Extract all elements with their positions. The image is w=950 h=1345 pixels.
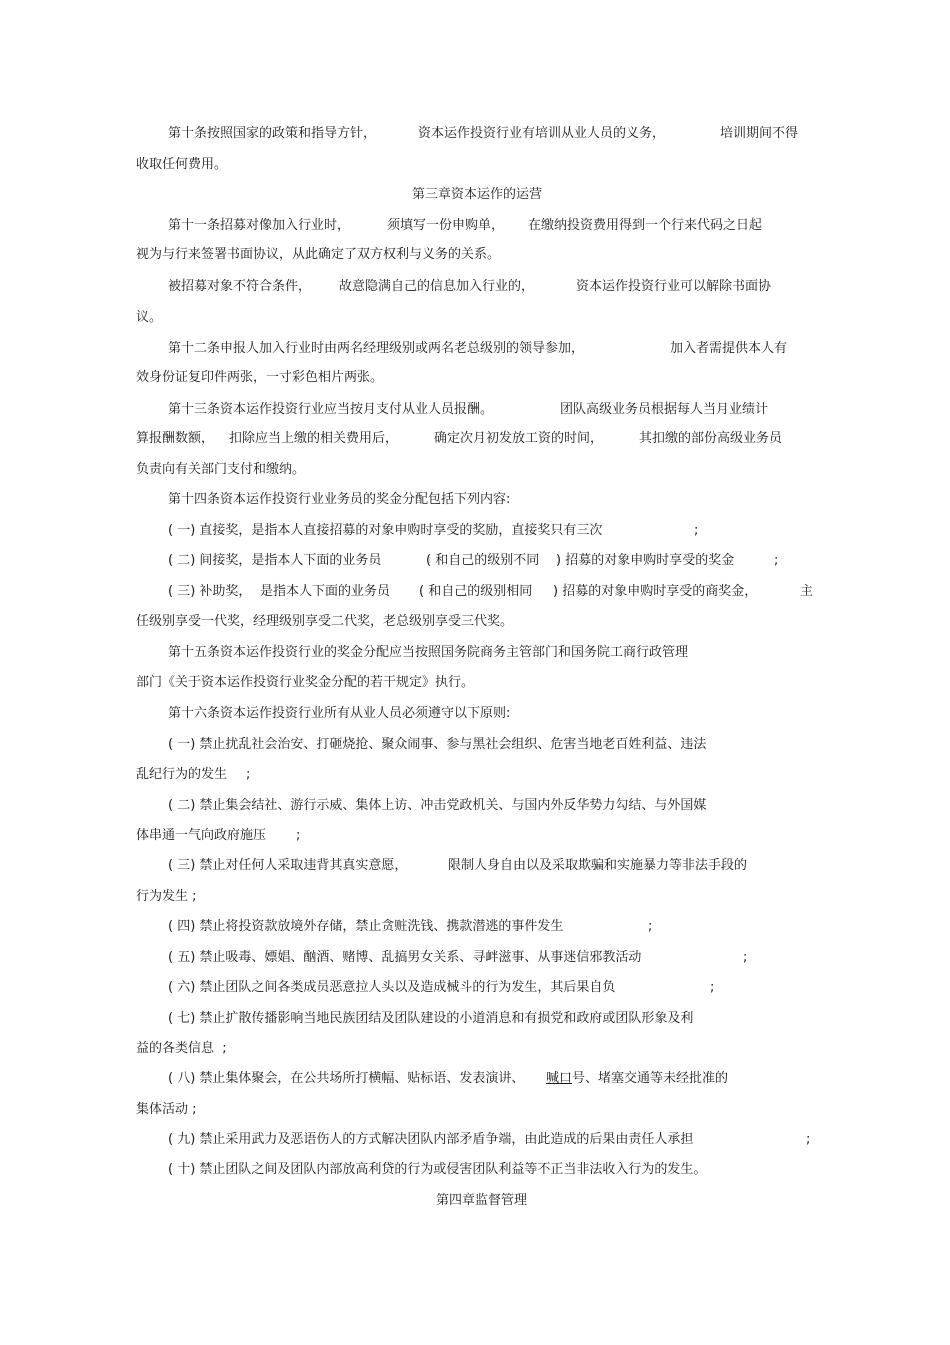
- article-14-item: 是指本人下面的业务员: [260, 584, 391, 599]
- article-14-item: 任级别享受一代奖，经理级别享受二代奖，老总级别享受三代奖。: [136, 614, 514, 629]
- article-14-item: ( 和自己的级别不同: [426, 553, 540, 568]
- article-16-rule: ( 七) 禁止扩散传播影响当地民族团结及团队建设的小道消息和有损党和政府或团队形象及利: [168, 1011, 694, 1026]
- article-12-text: 效身份证复印件两张，一寸彩色相片两张。: [136, 370, 384, 385]
- article-14-item: ( 一) 直接奖，是指本人直接招募的对象申购时享受的奖励，直接奖只有三次: [168, 523, 603, 538]
- article-13-text: 扣除应当上缴的相关费用后，: [229, 431, 399, 446]
- article-16-rule: 喊口: [546, 1071, 573, 1086]
- article-16-rule: ( 四) 禁止将投资款放境外存储，禁止贪赃洗钱、携款潜逃的事件发生: [168, 919, 564, 934]
- article-16-rule: ( 九) 禁止采用武力及恶语伤人的方式解决团队内部矛盾争端，由此造成的后果由责任人承担: [168, 1132, 694, 1147]
- article-14-item: ) 招募的对象申购时享受的商奖金，: [553, 584, 758, 599]
- article-16-rule: ( 二) 禁止集会结社、游行示威、集体上访、冲击党政机关、与国内外反华势力勾结、与外国媒: [168, 798, 707, 813]
- article-14-text: 第十四条资本运作投资行业业务员的奖金分配包括下列内容:: [168, 492, 511, 507]
- article-11-text: 故意隐满自己的信息加入行业的，: [339, 279, 535, 294]
- article-16-rule: 号、堵塞交通等未经批准的: [572, 1071, 729, 1086]
- article-14-item: ( 三) 补助奖，: [168, 584, 252, 599]
- article-11-text: 视为与行来签署书面协议，从此确定了双方权利与义务的关系。: [136, 247, 501, 262]
- article-16-rule: ;: [246, 767, 251, 782]
- article-16-rule: ;: [806, 1132, 811, 1147]
- article-14-item: ;: [694, 523, 699, 538]
- article-16-rule: ;: [743, 950, 748, 965]
- article-16-rule: ( 十) 禁止团队之间及团队内部放高利贷的行为或侵害团队利益等不正当非法收入行为的发生。: [168, 1162, 707, 1177]
- article-16-text: 第十六条资本运作投资行业所有从业人员必须遵守以下原则:: [168, 706, 511, 721]
- article-11-text: 被招募对象不符合条件，: [168, 279, 312, 294]
- article-16-rule: 限制人身自由以及采取欺骗和实施暴力等非法手段的: [448, 858, 748, 873]
- article-16-rule: 乱纪行为的发生: [136, 767, 228, 782]
- article-13-text: 负责向有关部门支付和缴纳。: [136, 462, 306, 477]
- article-16-rule: 益的各类信息 ;: [136, 1041, 227, 1056]
- article-16-rule: ;: [296, 828, 301, 843]
- article-13-text: 第十三条资本运作投资行业应当按月支付从业人员报酬。: [168, 402, 494, 417]
- article-16-rule: ( 三) 禁止对任何人采取违背其真实意愿，: [168, 858, 408, 873]
- article-12-text: 加入者需提供本人有: [670, 341, 788, 356]
- article-13-text: 团队高级业务员根据每人当月业绩计: [560, 402, 769, 417]
- article-16-rule: ( 六) 禁止团队之间各类成员恶意拉人头以及造成械斗的行为发生，其后果自负: [168, 980, 616, 995]
- article-13-text: 算报酬数额，: [136, 431, 215, 446]
- article-16-rule: 体串通一气向政府施压: [136, 828, 267, 843]
- article-11-text: 在缴纳投资费用得到一个行来代码之日起: [528, 218, 763, 233]
- article-12-text: 第十二条申报人加入行业时由两名经理级别或两名老总级别的领导参加，: [168, 341, 585, 356]
- article-16-rule: 集体活动 ;: [136, 1102, 197, 1117]
- article-15-text: 第十五条资本运作投资行业的奖金分配应当按照国务院商务主管部门和国务院工商行政管理: [168, 645, 689, 660]
- article-16-rule: ( 一) 禁止扰乱社会治安、打砸烧抢、聚众闹事、参与黑社会组织、危害当地老百姓利益、违法: [168, 737, 707, 752]
- article-16-rule: ( 八) 禁止集体聚会，在公共场所打横幅、贴标语、发表演讲、: [168, 1071, 525, 1086]
- article-10-text: 资本运作投资行业有培训从业人员的义务，: [418, 126, 666, 141]
- article-14-item: 主: [800, 584, 814, 599]
- article-16-rule: 行为发生 ;: [136, 889, 197, 904]
- article-14-item: ( 二) 间接奖，是指本人下面的业务员: [168, 553, 382, 568]
- article-16-rule: ;: [710, 980, 715, 995]
- chapter-4-title: 第四章监督管理: [436, 1193, 528, 1208]
- article-11-text: 第十一条招募对像加入行业时，: [168, 218, 351, 233]
- article-14-item: ) 招募的对象申购时享受的奖金: [556, 553, 735, 568]
- article-11-text: 须填写一份申购单，: [387, 218, 505, 233]
- article-10-text: 收取任何费用。: [136, 157, 228, 172]
- article-11-text: 议。: [136, 310, 163, 325]
- chapter-3-title: 第三章资本运作的运营: [412, 187, 543, 202]
- article-13-text: 确定次月初发放工资的时间，: [434, 431, 604, 446]
- article-10-text: 第十条按照国家的政策和指导方针，: [168, 126, 377, 141]
- article-16-rule: ;: [648, 919, 653, 934]
- article-15-text: 部门《关于资本运作投资行业奖金分配的若干规定》执行。: [136, 675, 475, 690]
- article-14-item: ;: [774, 553, 779, 568]
- article-14-item: ( 和自己的级别相同: [419, 584, 533, 599]
- article-13-text: 其扣缴的部份高级业务员: [639, 431, 783, 446]
- article-16-rule: ( 五) 禁止吸毒、嫖娼、酗酒、赌博、乱搞男女关系、寻衅滋事、从事迷信邪教活动: [168, 950, 642, 965]
- article-11-text: 资本运作投资行业可以解除书面协: [576, 279, 772, 294]
- article-10-text: 培训期间不得: [720, 126, 799, 141]
